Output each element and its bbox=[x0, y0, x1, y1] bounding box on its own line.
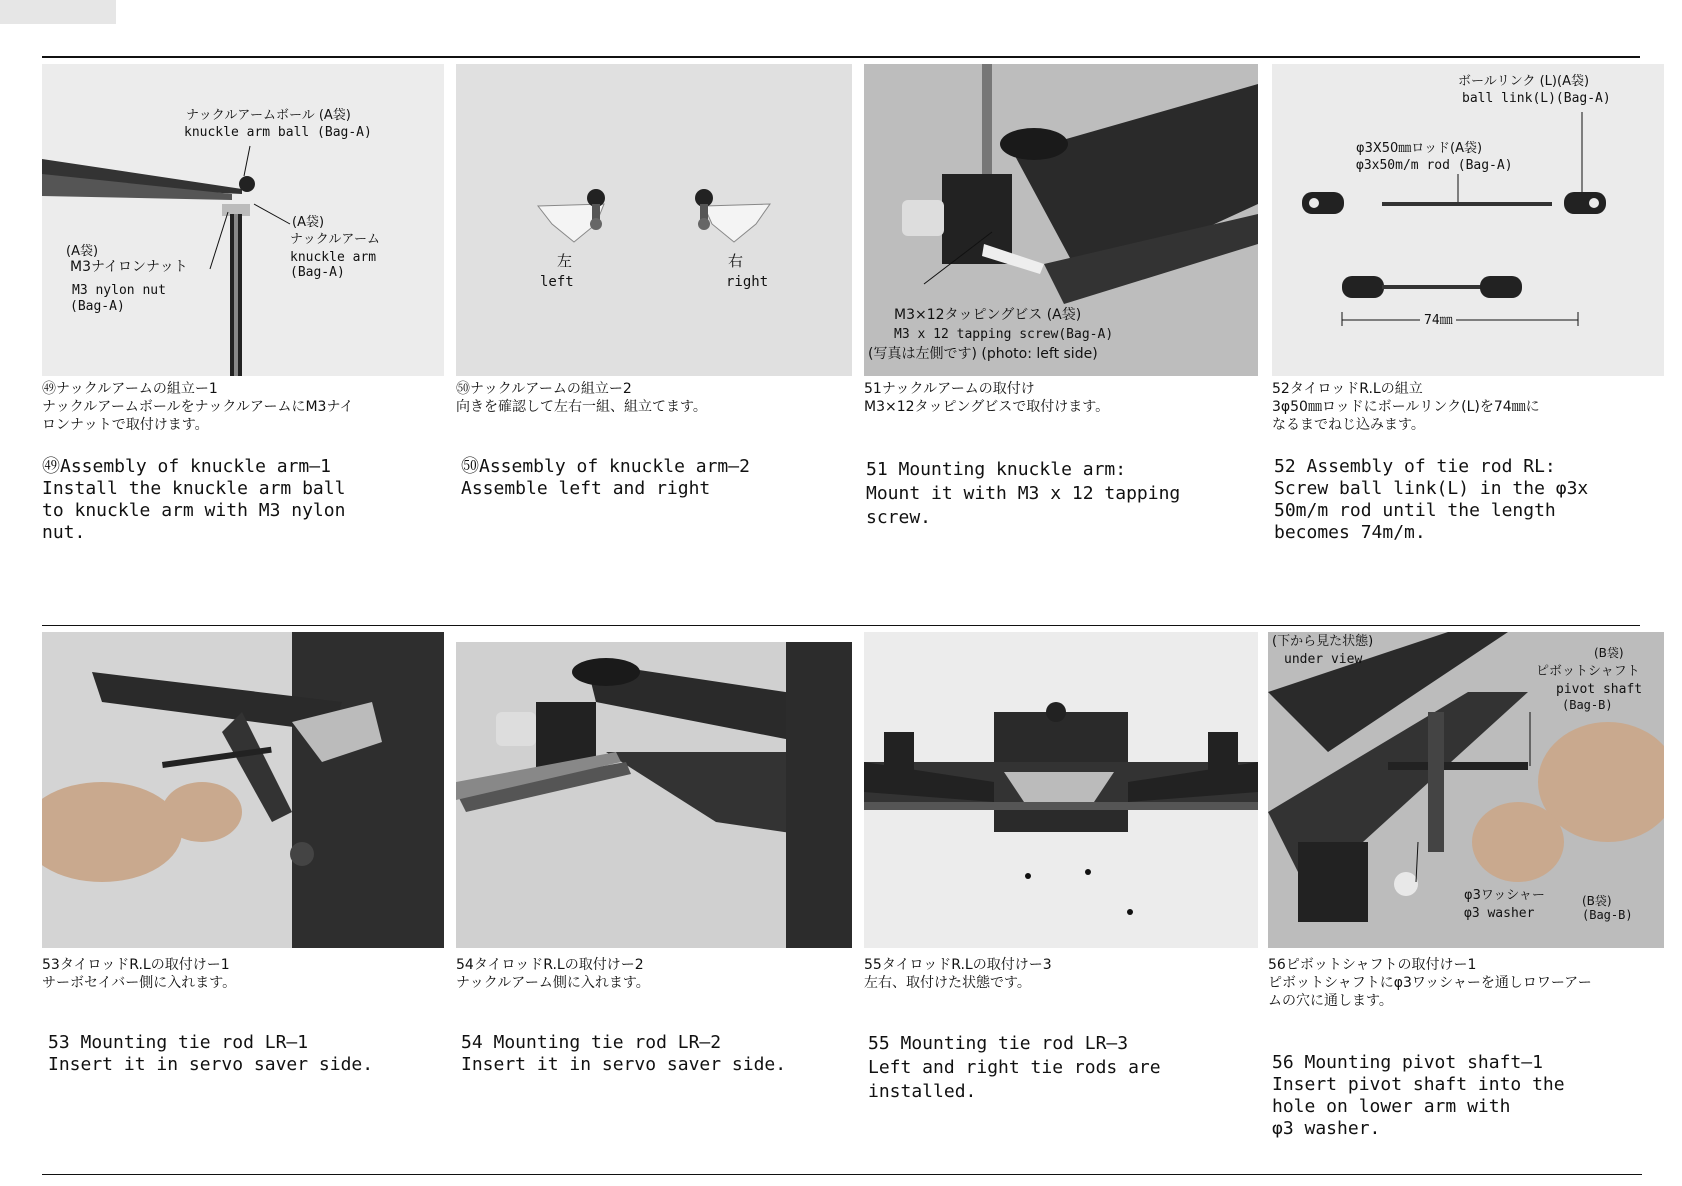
tie-rod-illustration bbox=[1272, 64, 1664, 376]
washer-label-jp: φ3ワッシャー bbox=[1464, 888, 1545, 903]
nut-label-en: M3 nylon nut bbox=[72, 283, 166, 298]
arm-bag-en: (Bag-A) bbox=[290, 265, 345, 280]
knuckle-arms-illustration bbox=[456, 64, 852, 376]
ball-label-en: knuckle arm ball (Bag-A) bbox=[184, 125, 372, 140]
link-label-en: ball link(L)(Bag-A) bbox=[1462, 91, 1611, 106]
step-51-caption-jp: 51ナックルアームの取付け M3×12タッピングビスで取付けます。 bbox=[864, 381, 1110, 415]
ball-label-jp: ナックルアームボール (A袋) bbox=[186, 108, 351, 123]
bottom-rule bbox=[42, 1174, 1642, 1175]
nut-label-jp: M3ナイロンナット bbox=[70, 259, 188, 275]
step-55-caption-en: 55 Mounting tie rod LR—3 Left and right tie rods are installed. bbox=[868, 1033, 1161, 1102]
rod-label-jp: φ3X50㎜ロッド(A袋) bbox=[1356, 141, 1483, 156]
step-56-caption-en: 56 Mounting pivot shaft—1 Insert pivot shaft into the hole on lower arm with φ3 washer. bbox=[1272, 1052, 1565, 1139]
step-56-caption-jp: 56ピボットシャフトの取付けー1 ピボットシャフトにφ3ワッシャーを通しロワーアー ムの穴に通します。 bbox=[1268, 957, 1592, 1009]
middle-rule bbox=[42, 625, 1640, 626]
nut-bag-en: (Bag-A) bbox=[70, 299, 125, 314]
step-54-caption-en: 54 Mounting tie rod LR—2 Insert it in servo saver side. bbox=[461, 1032, 787, 1075]
photo-side-label: (写真は左側です) (photo: left side) bbox=[868, 346, 1098, 362]
step-50-caption-en: ㊿Assembly of knuckle arm—2 Assemble left and right bbox=[461, 456, 750, 499]
arm-bag-label: (A袋) bbox=[292, 215, 325, 230]
step-49-caption-jp: ㊾ナックルアームの組立ー1 ナックルアームボールをナックルアームにM3ナイ ロンナットで取付けます。 bbox=[42, 381, 354, 433]
step-52-caption-en: 52 Assembly of tie rod RL: Screw ball link(L) in the φ3x 50m/m rod until the length becomes 74m/m. bbox=[1274, 456, 1589, 543]
link-label-jp: ボールリンク (L)(A袋) bbox=[1458, 74, 1590, 89]
washer-label-en: φ3 washer bbox=[1464, 906, 1535, 921]
step-52-caption-jp: 52タイロッドR.Lの組立 3φ50㎜ロッドにボールリンク(L)を74㎜に なるまでねじ込みます。 bbox=[1272, 381, 1540, 433]
step-50-caption-jp: ㊿ナックルアームの組立ー2 向きを確認して左右一組、組立てます。 bbox=[456, 381, 707, 415]
arm-label-en: knuckle arm bbox=[290, 250, 377, 265]
step-54-photo bbox=[456, 642, 852, 948]
washer-bag-en: (Bag-B) bbox=[1582, 908, 1633, 922]
step-49-photo bbox=[42, 64, 444, 376]
tie-rod-servo-illustration bbox=[42, 632, 444, 948]
rod-label-en: φ3x50m/m rod (Bag-A) bbox=[1356, 158, 1513, 173]
step-55-caption-jp: 55タイロッドR.Lの取付けー3 左右、取付けた状態です。 bbox=[864, 957, 1052, 991]
step-51-photo bbox=[864, 64, 1258, 376]
pivot-label-jp: ピボットシャフト bbox=[1536, 664, 1640, 679]
left-label-en: left bbox=[540, 274, 574, 290]
arm-label-jp: ナックルアーム bbox=[290, 232, 380, 247]
tie-rod-knuckle-illustration bbox=[456, 642, 852, 948]
pivot-bag-label: (B袋) bbox=[1594, 646, 1624, 660]
right-label-en: right bbox=[726, 274, 769, 290]
top-rule bbox=[42, 56, 1640, 58]
step-56-photo bbox=[1268, 632, 1664, 948]
pivot-label-en: pivot shaft bbox=[1556, 682, 1643, 697]
nut-bag-label: (A袋) bbox=[66, 244, 99, 259]
length-label: 74㎜ bbox=[1424, 313, 1453, 328]
under-view-en: under view bbox=[1284, 652, 1363, 667]
left-label-jp: 左 bbox=[557, 252, 573, 270]
tie-rods-installed-illustration bbox=[864, 632, 1258, 948]
washer-bag-label: (B袋) bbox=[1582, 894, 1612, 908]
pivot-bag-en: (Bag-B) bbox=[1562, 698, 1613, 712]
right-label-jp: 右 bbox=[728, 252, 744, 270]
under-view-jp: (下から見た状態) bbox=[1272, 634, 1374, 649]
step-51-caption-en: 51 Mounting knuckle arm: Mount it with M3 x 12 tapping screw. bbox=[866, 459, 1181, 528]
step-49-caption-en: ㊾Assembly of knuckle arm—1 Install the knuckle arm ball to knuckle arm with M3 nylon nut. bbox=[42, 456, 346, 543]
screw-label-en: M3 x 12 tapping screw(Bag-A) bbox=[894, 327, 1114, 342]
step-50-photo bbox=[456, 64, 852, 376]
screw-label-jp: M3×12タッピングビス (A袋) bbox=[894, 307, 1082, 323]
step-55-photo bbox=[864, 632, 1258, 948]
step-52-photo bbox=[1272, 64, 1664, 376]
step-53-caption-jp: 53タイロッドR.Lの取付けー1 サーボセイバー側に入れます。 bbox=[42, 957, 237, 991]
page-corner-tab bbox=[0, 0, 116, 24]
step-53-photo bbox=[42, 632, 444, 948]
step-54-caption-jp: 54タイロッドR.Lの取付けー2 ナックルアーム側に入れます。 bbox=[456, 957, 650, 991]
step-53-caption-en: 53 Mounting tie rod LR—1 Insert it in servo saver side. bbox=[48, 1032, 374, 1075]
